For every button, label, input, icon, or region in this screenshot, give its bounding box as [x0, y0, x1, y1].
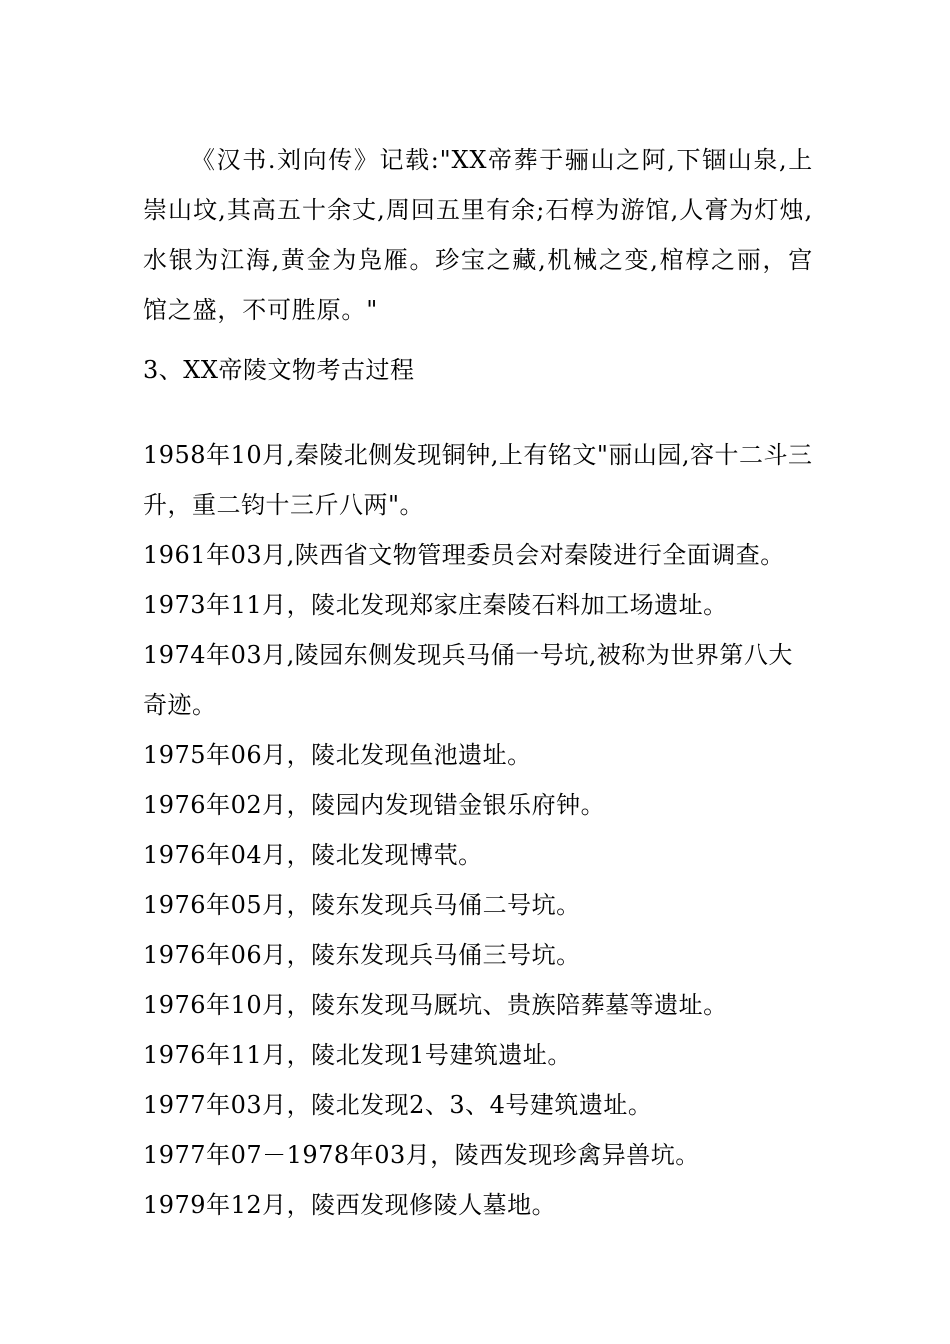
timeline-item: 1958年10月,秦陵北侧发现铜钟,上有铭文"丽山园,容十二斗三升，重二钧十三斤八两"。 — [143, 441, 813, 519]
timeline-item: 1976年10月，陵东发现马厩坑、贵族陪葬墓等遗址。 — [143, 991, 728, 1019]
timeline-item: 1961年03月,陕西省文物管理委员会对秦陵进行全面调查。 — [143, 541, 785, 569]
section-heading: 3、XX帝陵文物考古过程 — [143, 356, 415, 384]
timeline-item: 1976年02月，陵园内发现错金银乐府钟。 — [143, 791, 606, 819]
timeline-item: 1976年11月，陵北发现1号建筑遗址。 — [143, 1041, 572, 1069]
timeline-item: 1977年07－1978年03月，陵西发现珍禽异兽坑。 — [143, 1141, 700, 1169]
timeline-list — [143, 430, 813, 1230]
timeline-item: 1977年03月，陵北发现2、3、4号建筑遗址。 — [143, 1091, 653, 1119]
timeline-item: 1976年05月，陵东发现兵马俑二号坑。 — [143, 891, 581, 919]
timeline-item: 1974年03月,陵园东侧发现兵马俑一号坑,被称为世界第八大奇迹。 — [143, 641, 793, 719]
timeline-item: 1976年04月，陵北发现博茕。 — [143, 841, 483, 869]
timeline-item: 1976年06月，陵东发现兵马俑三号坑。 — [143, 941, 581, 969]
quote-paragraph: 《汉书.刘向传》记载:"XX帝葬于骊山之阿,下锢山泉,上崇山坟,其高五十余丈,周回五里有余;石椁为游馆,人膏为灯烛,水银为江海,黄金为凫雁。珍宝之藏,机械之变,棺椁之丽，宫馆之盛，不可胜原。" — [143, 146, 813, 324]
timeline-item: 1973年11月，陵北发现郑家庄秦陵石料加工场遗址。 — [143, 591, 728, 619]
timeline-item: 1975年06月，陵北发现鱼池遗址。 — [143, 741, 532, 769]
timeline-item: 1979年12月，陵西发现修陵人墓地。 — [143, 1191, 557, 1219]
